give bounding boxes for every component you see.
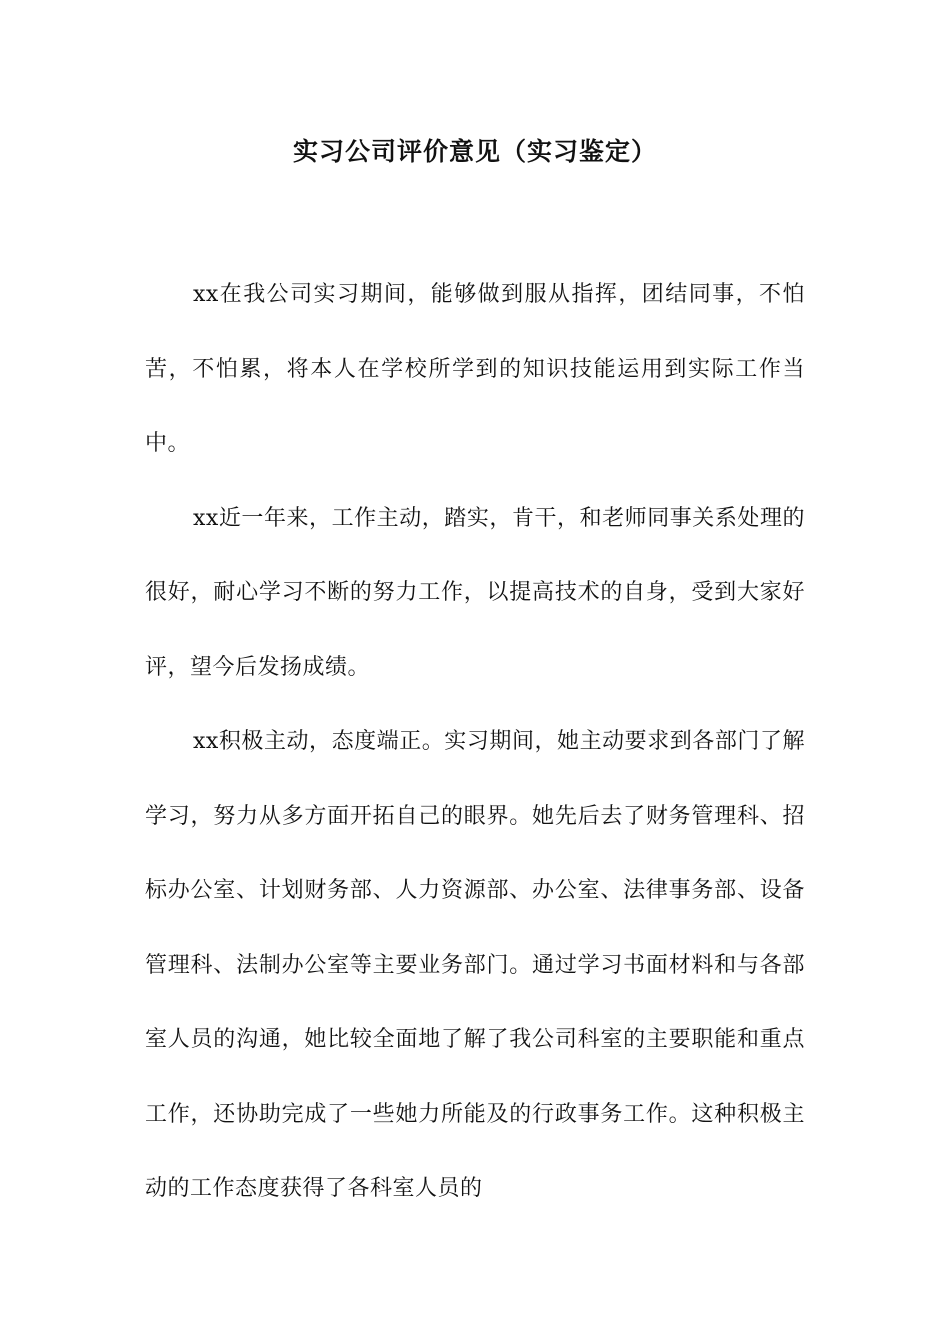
document-body <box>145 258 805 1227</box>
document-title: 实习公司评价意见（实习鉴定） <box>292 137 657 166</box>
paragraph-2: xx近一年来，工作主动，踏实，肯干，和老师同事关系处理的很好，耐心学习不断的努力工作，以提高技术的自身，受到大家好评，望今后发扬成绩。 <box>145 505 805 680</box>
paragraph-3: xx积极主动，态度端正。实习期间，她主动要求到各部门了解学习，努力从多方面开拓自己的眼界。她先后去了财务管理科、招标办公室、计划财务部、人力资源部、办公室、法律事务部、设备管理科、法制办公室等主要业务部门。通过学习书面材料和与各部室人员的沟通，她比较全面地了解了我公司科室的主要职能和重点工作，还协助完成了一些她力所能及的行政事务工作。这种积极主动的工作态度获得了各科室人员的 <box>145 729 805 1201</box>
paragraph-1: xx在我公司实习期间，能够做到服从指挥，团结同事，不怕苦，不怕累，将本人在学校所学到的知识技能运用到实际工作当中。 <box>145 282 805 456</box>
